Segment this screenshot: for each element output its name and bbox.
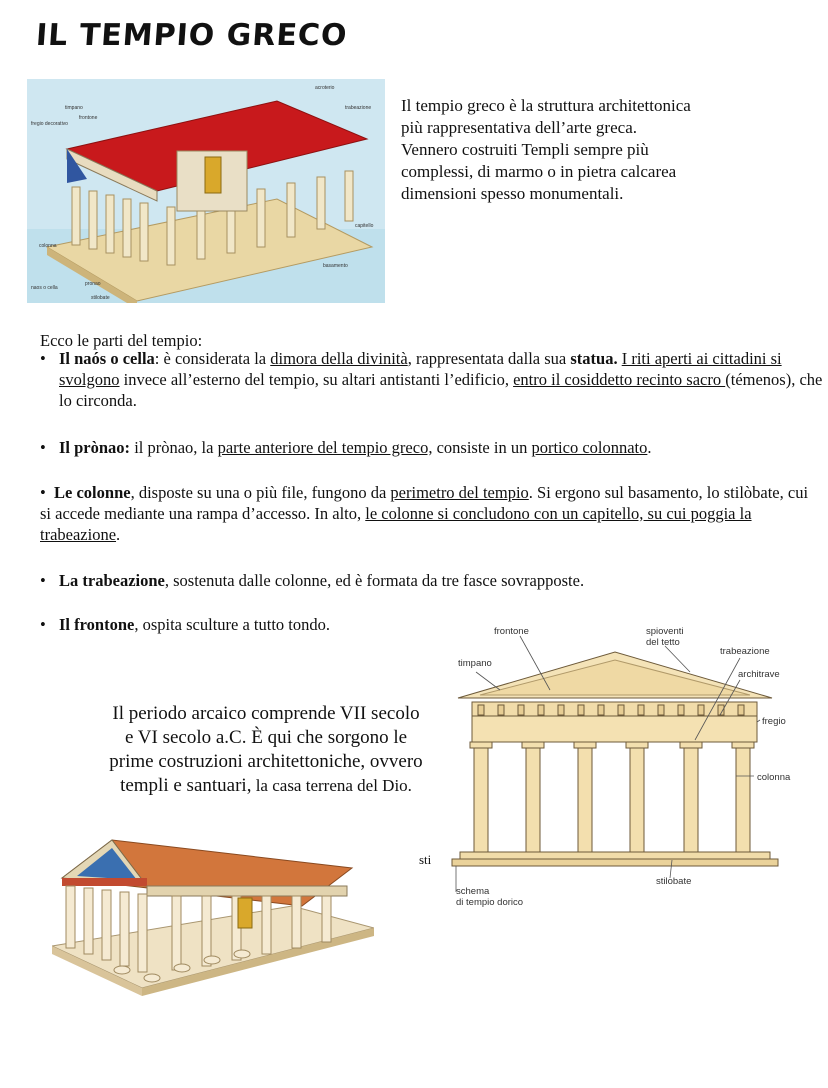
label-frontone: frontone [79,115,98,121]
parts-heading: Ecco le parti del tempio: [40,331,203,350]
diagram-label-architrave: architrave [738,669,780,680]
label-stilobate: stilobate [91,295,110,301]
label-basamento: basamento [323,263,348,269]
archaic-temple-illustration [52,828,374,1006]
intro-line-2: Vennero costruiti Templi sempre più complessi, di marmo o in pietra calcarea dimensioni spesso monumentali. [401,140,677,203]
diagram-label-timpano: timpano [458,658,492,669]
diagram-label-schema-2: di tempio dorico [456,897,524,908]
diagram-label-spioventi-1: spioventi [646,626,684,637]
diagram-label-trabeazione: trabeazione [720,646,770,657]
label-acroterio: acroterio [315,85,335,91]
diagram-label-colonna: colonna [757,772,791,783]
diagram-label-frontone: frontone [494,626,529,637]
label-cella: naos o cella [31,285,58,291]
doric-temple-diagram [440,610,820,910]
diagram-label-stilobate: stilobate [656,876,692,887]
list-item-colonne: • Le colonne, disposte su una o più file, fungono da perimetro del tempio. Si ergono sul basamento, lo stilòbate, cui si accede mediante una rampa d’accesso. In alto, le colonne si concludono con un capitello, su cui poggia la trabeazione. [40,483,809,544]
intro-text [401,95,701,205]
statue-icon [205,157,221,193]
list-item-pronao: • Il prònao: il prònao, la parte anteriore del tempio greco, consiste in un portico colonnato. [40,438,652,457]
label-fregio: fregio decorativo [31,121,68,127]
label-timpano: timpano [65,105,83,111]
diagram-label-schema-1: schema [456,886,490,897]
diagram-label-fregio: fregio [762,716,786,727]
list-item-trabeazione: • La trabeazione, sostenuta dalle colonne, ed è formata da tre fasce sovrapposte. [40,571,585,590]
stray-text: sti [419,852,432,867]
archaic-statue-icon [238,898,252,928]
intro-line-1: Il tempio greco è la struttura architettonica più rappresentativa dell’arte greca. [401,96,691,137]
page-title: IL TEMPIO GRECO [34,18,349,53]
list-item-frontone: • Il frontone, ospita sculture a tutto tondo. [40,615,331,634]
label-trabeazione: trabeazione [345,105,372,111]
label-colonna: colonna [39,243,57,249]
diagram-label-spioventi-2: del tetto [646,637,680,648]
diagram-stylobate [460,852,770,859]
label-capitello: capitello [355,223,374,229]
archaic-period-text: Il periodo arcaico comprende VII secolo e VI secolo a.C. È qui che sorgono le prime costruzioni architettoniche, ovvero templi e santuari, la casa terrena del Dio. [109,703,423,796]
list-item-naos: • Il naós o cella: è considerata la dimora della divinità, rappresentata dalla sua statua. I riti aperti ai cittadini si svolgono invece all’esterno del tempio, su altari antistanti l’edificio, entro il cosiddetto recinto sacro (témenos), che lo circonda. [40,349,823,410]
label-pronao: pronao [85,281,101,287]
temple-cutaway-illustration [27,79,385,303]
